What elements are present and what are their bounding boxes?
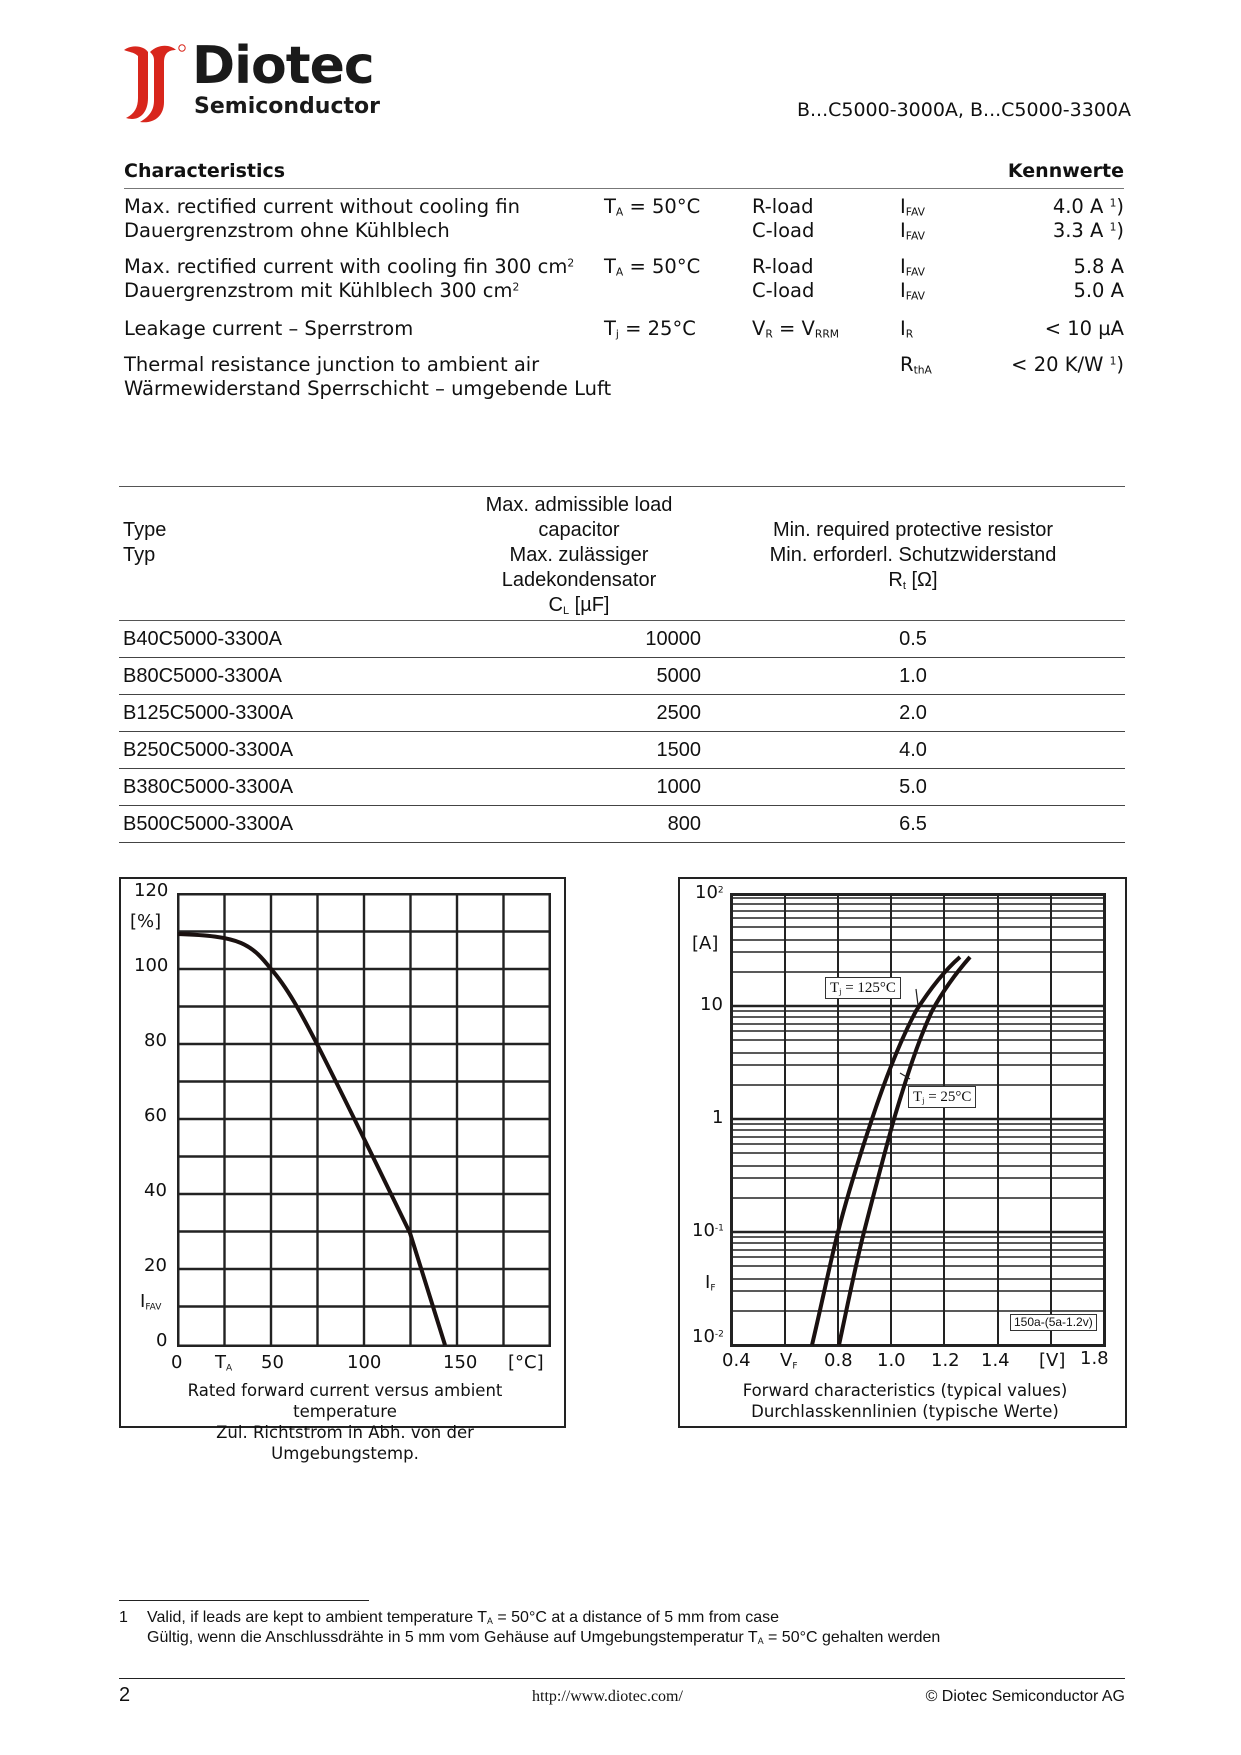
char-desc: Max. rectified current with cooling fin 300 $cm^2$ bbox=[124, 255, 575, 278]
char-load: C-load bbox=[752, 279, 815, 302]
x-tick-1.2: 1.2 bbox=[931, 1350, 960, 1371]
x-tick-1.4: 1.4 bbox=[981, 1350, 1010, 1371]
footnote-text-en: Valid, if leads are kept to ambient temperature $T_A = 50^\circ C$ at a distance of 5 mm from case bbox=[147, 1609, 779, 1627]
char-desc: Dauergrenzstrom mit Kühlblech 300 $cm^2$ bbox=[124, 279, 520, 302]
char-condition: $T_A = 50^\circ C$ bbox=[604, 255, 701, 279]
footnote-text-de: Gültig, wenn die Anschlussdrähte in 5 mm vom Gehäuse auf Umgebungstemperatur $T_A = 50^\circ C$ gehalten werden bbox=[147, 1629, 941, 1647]
derating-curve bbox=[178, 934, 445, 1345]
y-tick-100: 100 bbox=[134, 955, 169, 976]
header-type: Type Typ bbox=[119, 487, 457, 621]
chart-annotation: 150a-(5a-1.2v) bbox=[1010, 1314, 1097, 1331]
char-value: < 20 K/W $^1$) bbox=[1011, 353, 1124, 376]
copyright: © Diotec Semiconductor AG bbox=[925, 1688, 1125, 1705]
char-desc: Thermal resistance junction to ambient air bbox=[124, 353, 540, 376]
derating-caption: Rated forward current versus ambient temperature Zul. Richtstrom in Abh. von der Umgebungstemp. bbox=[187, 1381, 503, 1463]
grid bbox=[177, 893, 551, 1347]
document-title: B...C5000-3000A, B...C5000-3300A bbox=[796, 99, 1131, 121]
y-tick-0.1: $10^{-1}$ bbox=[692, 1220, 724, 1241]
table-row: B80C5000-3300A 5000 1.0 bbox=[119, 658, 1125, 695]
table-row: B125C5000-3300A 2500 2.0 bbox=[119, 695, 1125, 732]
kennwerte-title: Kennwerte bbox=[1007, 160, 1124, 182]
characteristics-title: Characteristics bbox=[124, 160, 286, 182]
footnote bbox=[119, 1608, 1119, 1652]
table-row: B500C5000-3300A 800 6.5 bbox=[119, 806, 1125, 843]
char-symbol: $I_{FAV}$ bbox=[900, 255, 925, 279]
char-desc: Dauergrenzstrom ohne Kühlblech bbox=[124, 219, 450, 242]
char-load: C-load bbox=[752, 219, 815, 242]
char-condition: $T_j = 25^\circ C$ bbox=[604, 317, 696, 341]
footnote-divider bbox=[119, 1600, 369, 1601]
footnote-number: 1 bbox=[119, 1609, 128, 1626]
char-condition: $T_A = 50^\circ C$ bbox=[604, 195, 701, 219]
char-load: $V_R = V_{RRM}$ bbox=[752, 317, 840, 341]
char-load: R-load bbox=[752, 195, 814, 218]
char-symbol: $R_{thA}$ bbox=[900, 353, 932, 377]
y-tick-0: 0 bbox=[156, 1330, 168, 1351]
y-tick-60: 60 bbox=[144, 1105, 167, 1126]
header-load-capacitor: Max. admissible load capacitor Max. zulässiger Ladekondensator $C_L$ [µF] bbox=[457, 487, 701, 621]
char-symbol: $I_{FAV}$ bbox=[900, 219, 925, 243]
x-tick-1.8: 1.8 bbox=[1080, 1348, 1109, 1369]
char-value: 5.8 A bbox=[1073, 255, 1124, 278]
char-symbol: $I_R$ bbox=[900, 317, 914, 341]
x-tick-0.8: 0.8 bbox=[824, 1350, 853, 1371]
header-protective-resistor: Min. required protective resistor Min. erforderl. Schutzwiderstand $R_t$ [Ω] bbox=[701, 487, 1125, 621]
footer-divider bbox=[119, 1678, 1125, 1679]
y-unit: [A] bbox=[692, 933, 719, 954]
brand-name: Diotec bbox=[192, 36, 374, 96]
type-table bbox=[119, 486, 1125, 843]
x-tick-0.4: 0.4 bbox=[722, 1350, 751, 1371]
diotec-logo bbox=[118, 36, 380, 124]
x-unit: [°C] bbox=[508, 1352, 544, 1373]
y-tick-0.01: $10^{-2}$ bbox=[692, 1326, 724, 1347]
char-desc: Wärmewiderstand Sperrschicht – umgebende Luft bbox=[124, 377, 612, 400]
table-row: B380C5000-3300A 1000 5.0 bbox=[119, 769, 1125, 806]
label-tj-125: $T_j = 125^\circ C$ bbox=[825, 977, 901, 999]
x-tick-0: 0 bbox=[171, 1352, 183, 1373]
website-link[interactable]: http://www.diotec.com/ bbox=[532, 1688, 683, 1705]
label-tj-25: $T_j = 25^\circ C$ bbox=[908, 1086, 976, 1108]
char-value: 4.0 A $^1$) bbox=[1052, 195, 1124, 218]
y-tick-80: 80 bbox=[144, 1030, 167, 1051]
char-load: R-load bbox=[752, 255, 814, 278]
x-tick-50: 50 bbox=[261, 1352, 284, 1373]
x-tick-100: 100 bbox=[347, 1352, 382, 1373]
table-row: B40C5000-3300A 10000 0.5 bbox=[119, 621, 1125, 658]
x-symbol: $V_F$ bbox=[780, 1350, 798, 1372]
curve-tj-25 bbox=[839, 957, 970, 1345]
x-tick-150: 150 bbox=[443, 1352, 478, 1373]
brand-subtitle: Semiconductor bbox=[194, 94, 380, 119]
y-unit: [%] bbox=[130, 911, 162, 932]
y-tick-100: $10^2$ bbox=[695, 882, 724, 903]
type-table-header bbox=[119, 487, 1125, 621]
derating-plot bbox=[177, 893, 551, 1347]
char-symbol: $I_{FAV}$ bbox=[900, 279, 925, 303]
char-value: 3.3 A $^1$) bbox=[1052, 219, 1124, 242]
y-tick-40: 40 bbox=[144, 1180, 167, 1201]
characteristics-header bbox=[124, 158, 1124, 189]
x-unit: [V] bbox=[1039, 1350, 1066, 1371]
y-tick-120: 120 bbox=[134, 880, 169, 901]
char-desc: Max. rectified current without cooling fin bbox=[124, 195, 520, 218]
page-number: 2 bbox=[119, 1684, 131, 1706]
forward-caption: Forward characteristics (typical values) Durchlasskennlinien (typische Werte) bbox=[742, 1381, 1068, 1421]
char-desc: Leakage current – Sperrstrom bbox=[124, 317, 414, 340]
y-tick-1: 1 bbox=[712, 1107, 724, 1128]
y-symbol: $I_F$ bbox=[705, 1272, 716, 1294]
y-tick-10: 10 bbox=[700, 994, 723, 1015]
char-value: < 10 µA bbox=[1044, 317, 1124, 340]
forward-plot bbox=[730, 893, 1106, 1347]
char-value: 5.0 A bbox=[1073, 279, 1124, 302]
diotec-j-logo-icon bbox=[118, 42, 188, 124]
x-tick-1.0: 1.0 bbox=[877, 1350, 906, 1371]
x-symbol: $T_A$ bbox=[215, 1352, 233, 1374]
y-symbol: $I_{FAV}$ bbox=[140, 1291, 162, 1313]
char-symbol: $I_{FAV}$ bbox=[900, 195, 925, 219]
table-row: B250C5000-3300A 1500 4.0 bbox=[119, 732, 1125, 769]
y-tick-20: 20 bbox=[144, 1255, 167, 1276]
